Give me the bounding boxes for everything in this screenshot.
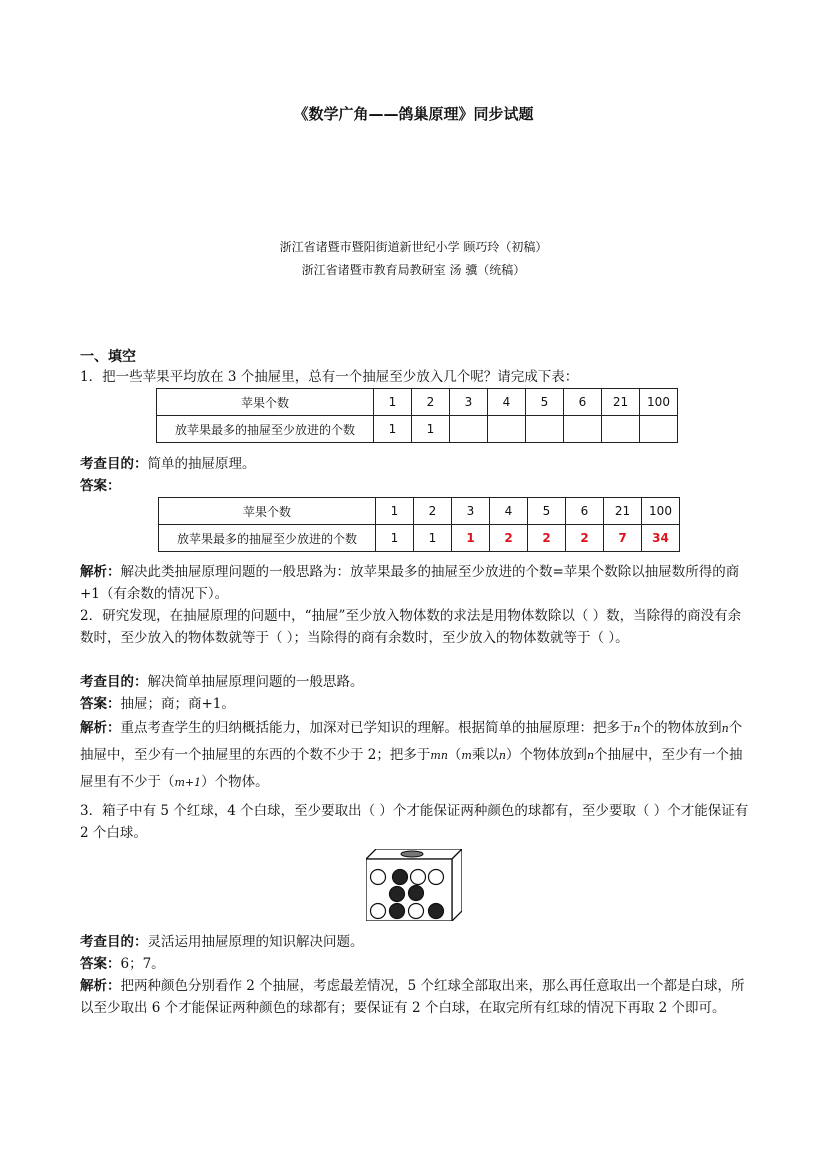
table-cell: 100: [640, 389, 678, 416]
analysis-text: ）个物体。: [201, 774, 269, 790]
table-header-cell: 放苹果最多的抽屉至少放进的个数: [159, 525, 376, 552]
answer-cell: 7: [604, 525, 642, 552]
analysis-text: 重点考查学生的归纳概括能力，加深对已学知识的理解。根据简单的抽屉原理：把多于: [120, 720, 634, 736]
table-cell: 1: [374, 389, 412, 416]
black-ball: [429, 904, 444, 919]
table-cell: 5: [526, 389, 564, 416]
q3-answer: [80, 953, 750, 975]
answer-label: 答案：: [80, 478, 121, 494]
analysis-text: 解决此类抽屉原理问题的一般思路为：放苹果最多的抽屉至少放进的个数=苹果个数除以抽屉数所得的商+1（有余数的情况下）。: [80, 564, 740, 602]
table-cell: 21: [604, 498, 642, 525]
q1-text: 1．把一些苹果平均放在 3 个抽屉里，总有一个抽屉至少放入几个呢？请完成下表：: [80, 369, 579, 385]
q3-text: 3．箱子中有 5 个红球，4 个白球，至少要取出（ ）个才能保证两种颜色的球都有，至少要取（ ）个才能保证有 2 个白球。: [80, 803, 749, 841]
math-var-n: n: [586, 749, 595, 762]
math-var-n: n: [498, 749, 506, 762]
table-cell: 100: [642, 498, 680, 525]
analysis-label: 解析：: [80, 564, 121, 580]
table-cell: [450, 416, 488, 443]
answer-cell: 34: [642, 525, 680, 552]
math-var-n: n: [721, 722, 729, 735]
purpose-text: 简单的抽屉原理。: [147, 456, 256, 472]
table-cell: [640, 416, 678, 443]
ball-box-illustration: [366, 849, 462, 921]
black-ball: [390, 887, 405, 902]
table-cell: 1: [374, 416, 412, 443]
white-ball: [371, 904, 386, 919]
table-cell: 1: [376, 498, 414, 525]
q3-purpose: [80, 931, 750, 953]
black-ball: [393, 870, 408, 885]
white-ball: [411, 870, 426, 885]
table-header-cell: 放苹果最多的抽屉至少放进的个数: [157, 416, 374, 443]
q1-purpose: [80, 453, 750, 475]
table-cell: 21: [602, 389, 640, 416]
white-ball: [409, 904, 424, 919]
answer-text: 抽屉；商；商+1。: [120, 696, 235, 712]
analysis-text: 个抽屉中，至少有一个抽屉里的东西的个数不少于 2；把多于: [80, 720, 743, 763]
answer-cell: 2: [528, 525, 566, 552]
answer-text: 6；7。: [120, 956, 165, 972]
author-line-1: 浙江省诸暨市暨阳街道新世纪小学 顾巧玲（初稿）: [279, 240, 548, 254]
analysis-text: 个的物体放到: [640, 720, 722, 736]
table-cell: 6: [564, 389, 602, 416]
white-ball: [429, 870, 444, 885]
table-cell: 4: [488, 389, 526, 416]
q1-table: [156, 388, 678, 443]
analysis-text: 乘以: [471, 747, 499, 763]
table-cell: [602, 416, 640, 443]
analysis-text: ）个物体放到: [505, 747, 587, 763]
purpose-label: 考查目的：: [80, 934, 148, 950]
math-var-mn: mn: [430, 749, 448, 762]
purpose-label: 考查目的：: [80, 674, 148, 690]
table-cell: 3: [450, 389, 488, 416]
author-line-2: 浙江省诸暨市教育局教研室 汤 骥（统稿）: [301, 263, 526, 277]
white-ball: [371, 870, 386, 885]
answer-label: 答案：: [80, 696, 121, 712]
page-title: 《数学广角——鸽巢原理》同步试题: [293, 105, 534, 123]
table-cell: 2: [412, 389, 450, 416]
black-ball: [409, 886, 424, 901]
q1-answer-label: [80, 475, 750, 497]
answer-cell: 1: [452, 525, 490, 552]
table-cell: 1: [376, 525, 414, 552]
answer-label: 答案：: [80, 956, 121, 972]
analysis-label: 解析：: [80, 978, 121, 994]
q1-analysis: [80, 561, 750, 605]
math-var-n: n: [633, 722, 641, 735]
math-var-m: m: [461, 749, 472, 762]
table-header-cell: 苹果个数: [159, 498, 376, 525]
table-cell: 3: [452, 498, 490, 525]
q2-purpose: [80, 671, 750, 693]
analysis-label: 解析：: [80, 720, 121, 736]
analysis-text: 把两种颜色分别看作 2 个抽屉，考虑最差情况，5 个红球全部取出来，那么再任意取出一个都是白球，所以至少取出 6 个才能保证两种颜色的球都有；要保证有 2 个白球，在取完所有红球的情况下再取 2 个即可。: [80, 978, 745, 1016]
box-side: [452, 849, 462, 921]
q2-text: 2．研究发现，在抽屉原理的问题中，“抽屉”至少放入物体数的求法是用物体数除以（ ）数，当除得的商没有余数时，至少放入的物体数就等于（ ）；当除得的商有余数时，至少放入的物体数就等于（ ）。: [80, 608, 742, 646]
table-cell: 1: [414, 525, 452, 552]
table-cell: 2: [414, 498, 452, 525]
analysis-text: （: [447, 747, 462, 763]
section-heading: 一、填空: [80, 349, 136, 365]
table-header-cell: 苹果个数: [157, 389, 374, 416]
box-slot: [401, 851, 423, 857]
table-cell: 1: [412, 416, 450, 443]
answer-cell: 2: [490, 525, 528, 552]
table-cell: 4: [490, 498, 528, 525]
q3-analysis: [80, 975, 750, 1019]
q2-analysis: [80, 715, 750, 796]
math-var-m-plus-1: m+1: [174, 776, 202, 789]
table-cell: 6: [566, 498, 604, 525]
purpose-text: 灵活运用抽屉原理的知识解决问题。: [147, 934, 364, 950]
table-cell: [488, 416, 526, 443]
table-cell: [526, 416, 564, 443]
table-cell: 5: [528, 498, 566, 525]
black-ball: [390, 904, 405, 919]
q2-answer: [80, 693, 750, 715]
purpose-text: 解决简单抽屉原理问题的一般思路。: [147, 674, 364, 690]
table-cell: [564, 416, 602, 443]
answer-cell: 2: [566, 525, 604, 552]
purpose-label: 考查目的：: [80, 456, 148, 472]
analysis-text: 个抽屉中，至少有一个抽屉里有不少于（: [80, 747, 743, 790]
q1-answer-table: [158, 497, 680, 552]
